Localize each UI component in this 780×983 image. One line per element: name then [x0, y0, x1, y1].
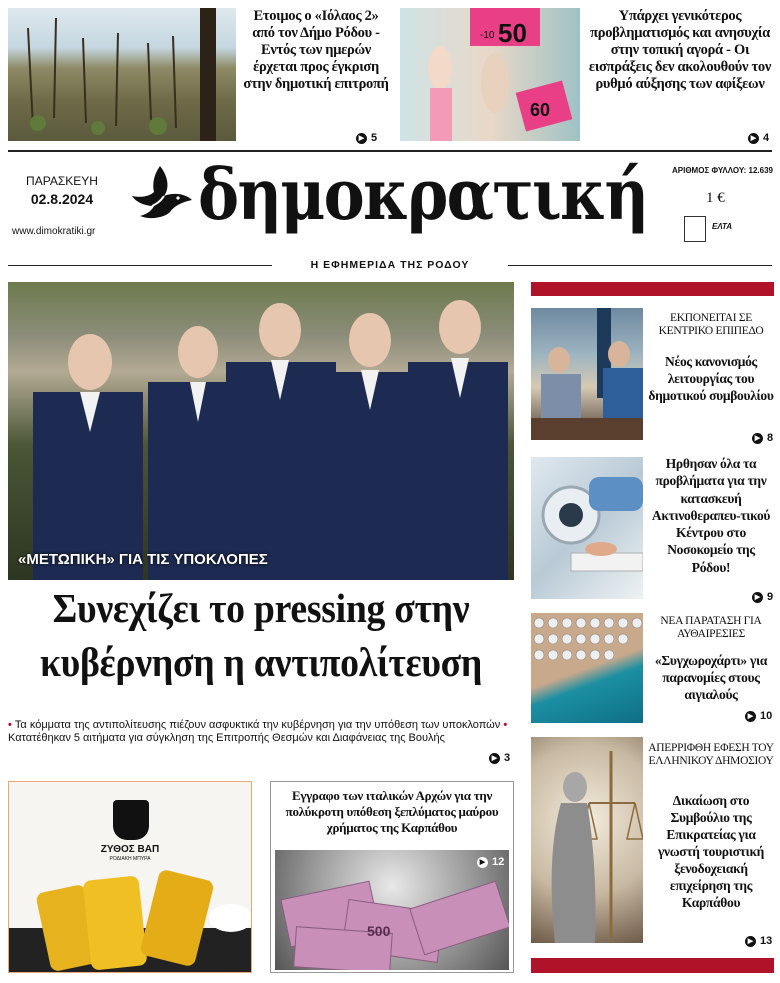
day-label: ΠΑΡΑΣΚΕΥΗ — [26, 174, 98, 188]
money-story-box[interactable] — [270, 781, 514, 973]
lead-kicker: «ΜΕΤΩΠΙΚΗ» ΓΙΑ ΤΙΣ ΥΠΟΚΛΟΠΕΣ — [18, 551, 268, 568]
sidebar-kicker-1: ΕΚΠΟΝΕΙΤΑΙ ΣΕ ΚΕΝΤΡΙΚΟ ΕΠΙΠΕΔΟ — [658, 312, 764, 337]
svg-text:50: 50 — [498, 18, 527, 48]
politicians-photo — [8, 282, 514, 580]
arrow-icon: ▶ — [477, 857, 488, 868]
top-right-headline[interactable]: Υπάρχει γενικότερος προβληματισμός και ανησυχία στην τοπική αγορά - Οι εισπράξεις δεν ακολουθούν τον ρυθμό αύξησης των αφίξεων — [588, 8, 772, 92]
lead-summary: • Τα κόμματα της αντιπολίτευσης πιέζουν ασφυκτικά την κυβέρνηση για την υπόθεση των υποκλοπών • Κατατέθηκαν 5 αιτήματα για σύγκληση της Επιτροπής Θεσμών και Διαφάνειας της Βουλής — [8, 719, 508, 744]
money-story-headline: Εγγραφο των ιταλικών Αρχών για την πολύκροτη υπόθεση ξεπλύματος μαύρου χρήματος της Καρπάθου — [285, 788, 499, 835]
beer-brand: ΖΥΘΟΣ ΒΑΠ — [100, 844, 160, 855]
lead-headline-line2[interactable]: κυβέρνηση η αντιπολίτευση — [39, 639, 483, 685]
postage-stamp-icon — [684, 216, 706, 242]
page-ref[interactable]: ▶ 8 — [752, 432, 773, 444]
issue-number: ΑΡΙΘΜΟΣ ΦΥΛΛΟΥ: 12.639 — [672, 166, 773, 175]
page-ref[interactable]: ▶ 10 — [745, 710, 772, 722]
banknotes-photo — [275, 850, 509, 970]
arrow-icon: ▶ — [745, 936, 756, 947]
page-ref[interactable]: ▶ 9 — [752, 591, 773, 603]
page-ref[interactable]: ▶ 3 — [489, 752, 510, 764]
sidebar-headline-3[interactable]: «Συγχωροχάρτι» για παρανομίες στους αιγιαλούς — [654, 653, 768, 702]
price: 1 € — [706, 190, 725, 206]
tagline: Η ΕΦΗΜΕΡΙΔΑ ΤΗΣ ΡΟΔΟΥ — [310, 259, 470, 271]
page-ref[interactable]: ▶ 4 — [748, 132, 769, 144]
council-meeting-photo — [531, 308, 643, 440]
sidebar-headline-1[interactable]: Νέος κανονισμός λειτουργίας του δημοτικού συμβουλίου — [648, 354, 774, 403]
dove-logo-icon — [130, 162, 196, 235]
svg-text:-10: -10 — [480, 30, 495, 41]
sidebar-kicker-3: ΝΕΑ ΠΑΡΑΤΑΣΗ ΓΙΑ ΑΥΘΑΙΡΕΣΙΕΣ — [660, 615, 762, 640]
page-ref[interactable]: ▶ 13 — [745, 935, 772, 947]
sidebar-headline-2[interactable]: Ηρθησαν όλα τα προβλήματα για την κατασκευή Ακτινοθεραπευ-τικού Κέντρου στο Νοσοκομείο της Ρόδου! — [651, 456, 771, 575]
date-label: 02.8.2024 — [30, 191, 94, 207]
forest-photo — [8, 8, 236, 141]
sidebar-kicker-4: ΑΠΕΡΡΙΦΘΗ ΕΦΕΣΗ ΤΟΥ ΕΛΛΗΝΙΚΟΥ ΔΗΜΟΣΙΟΥ — [648, 742, 774, 767]
masthead-title: δημοκρατική — [198, 153, 648, 236]
arrow-icon: ▶ — [745, 711, 756, 722]
shop-window-photo — [400, 8, 580, 141]
divider — [8, 265, 272, 266]
lead-headline-line1[interactable]: Συνεχίζει το pressing στην — [52, 585, 470, 631]
arrow-icon: ▶ — [752, 592, 763, 603]
arrow-icon: ▶ — [356, 133, 367, 144]
sidebar-headline-4[interactable]: Δικαίωση στο Συμβούλιο της Επικρατείας για γνωστή τουριστική ξενοδοχειακή επιχείρηση της Καρπάθου — [657, 793, 765, 910]
arrow-icon: ▶ — [489, 753, 500, 764]
beer-advertisement[interactable] — [8, 781, 252, 973]
beach-umbrellas-photo — [531, 613, 643, 723]
lady-justice-photo — [531, 737, 643, 943]
page-ref[interactable]: ▶ 5 — [356, 132, 377, 144]
sidebar-bottom-bar — [531, 958, 774, 973]
page-ref[interactable]: ▶ 12 — [477, 856, 504, 868]
beer-subbrand: ΡΟΔΙΑΚΗ ΜΠΥΡΑ — [109, 856, 151, 862]
svg-text:60: 60 — [530, 100, 551, 120]
beer-brand-logo-icon — [113, 800, 149, 840]
svg-text:500: 500 — [367, 923, 391, 939]
divider — [508, 265, 772, 266]
sidebar-top-bar — [531, 282, 774, 296]
radiotherapy-photo — [531, 457, 643, 599]
elta-logo-icon: ΕΛΤΑ — [712, 222, 733, 231]
arrow-icon: ▶ — [748, 133, 759, 144]
website-link[interactable]: www.dimokratiki.gr — [12, 226, 96, 237]
top-left-headline[interactable]: Ετοιμος ο «Ιόλαος 2» από τον Δήμο Ρόδου - Εντός των ημερών έρχεται προς έγκριση στην δημοτική επιτροπή — [243, 8, 389, 92]
arrow-icon: ▶ — [752, 433, 763, 444]
